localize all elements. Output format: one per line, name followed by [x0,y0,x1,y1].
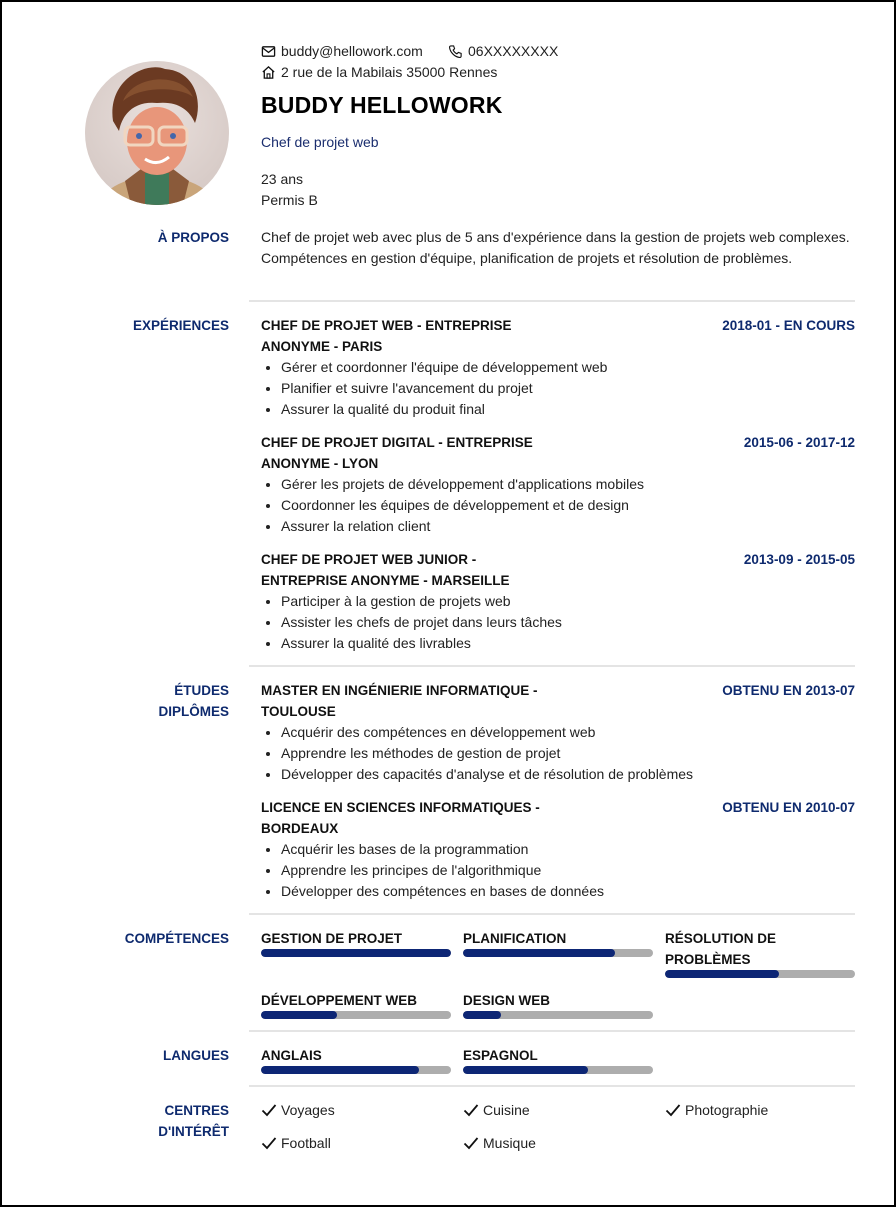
interest-label: Football [281,1135,331,1151]
skill-item [463,928,653,957]
language-item [463,1045,653,1074]
experience-title: CHEF DE PROJET WEB - ENTREPRISE ANONYME - PARIS [261,318,512,354]
checkmark-icon [463,1103,479,1117]
label-line: ÉTUDES [174,683,229,698]
skill-bar [665,970,855,978]
skill-item [261,928,451,957]
skill-item [261,990,451,1019]
bullet-item: • Apprendre les méthodes de gestion de projet [281,743,693,764]
candidate-name: BUDDY HELLOWORK [261,92,503,118]
section-label-languages: LANGUES [162,1048,229,1063]
divider [249,300,855,302]
language-bar [463,1066,653,1074]
bullet-item: • Coordonner les équipes de développement et de design [281,495,644,516]
home-icon [261,65,276,80]
language-bar [261,1066,451,1074]
skill-bar [463,1011,653,1019]
interest-item [665,1102,768,1118]
email-text: buddy@hellowork.com [281,43,423,59]
skill-name: RÉSOLUTION DE PROBLÈMES [665,931,777,967]
interest-label: Musique [483,1135,536,1151]
label-line: DIPLÔMES [158,704,229,719]
education-date: OBTENU EN 2013-07 [722,683,855,698]
experience-bullets [261,474,644,537]
bullet-item: • Acquérir les bases de la programmation [281,839,604,860]
language-bar-fill [261,1066,419,1074]
skill-bar-fill [261,1011,337,1019]
section-label-education [158,680,229,722]
interest-label: Voyages [281,1102,335,1118]
interest-label: Photographie [685,1102,769,1118]
divider [249,1085,855,1087]
education-bullets [261,839,604,902]
divider [249,1030,855,1032]
section-label-skills: COMPÉTENCES [124,931,229,946]
skill-bar-fill [665,970,779,978]
experience-date: 2015-06 - 2017-12 [743,435,855,450]
skill-name: PLANIFICATION [463,931,567,946]
bullet-item: • Assurer la qualité du produit final [281,399,607,420]
skill-name: DÉVELOPPEMENT WEB [261,993,418,1008]
avatar [85,61,229,205]
skill-item [665,928,855,978]
skill-bar-fill [463,949,615,957]
skill-bar [261,1011,451,1019]
bullet-item: • Assurer la qualité des livrables [281,633,562,654]
language-bar-fill [463,1066,588,1074]
skill-bar-fill [463,1011,501,1019]
interest-label: Cuisine [483,1102,530,1118]
label-line: CENTRES [164,1103,229,1118]
driving-license: Permis B [261,192,318,208]
checkmark-icon [261,1136,277,1150]
bullet-item: • Apprendre les principes de l'algorithmique [281,860,604,881]
phone-icon [448,44,463,59]
experience-date: 2018-01 - EN COURS [722,318,855,333]
bullet-item: • Assurer la relation client [281,516,644,537]
education-date: OBTENU EN 2010-07 [722,800,855,815]
phone-text: 06XXXXXXXX [468,43,559,59]
label-line: D'INTÉRÊT [158,1124,229,1139]
experience-bullets [261,357,607,420]
envelope-icon [261,44,276,59]
experience-title: CHEF DE PROJET WEB JUNIOR - ENTREPRISE ANONYME - MARSEILLE [261,552,510,588]
interest-item [261,1102,335,1118]
section-label-about: À PROPOS [157,230,229,245]
skill-item [463,990,653,1019]
education-title: MASTER EN INGÉNIERIE INFORMATIQUE - TOULOUSE [261,683,538,719]
checkmark-icon [665,1103,681,1117]
interest-item [463,1135,536,1151]
email-contact [261,43,423,59]
phone-contact [448,43,558,59]
divider [249,665,855,667]
about-text: Chef de projet web avec plus de 5 ans d'expérience dans la gestion de projets web complexes. Compétences en gestion d'équipe, planification de projets et résolution de problèmes. [261,229,850,266]
skill-bar [463,949,653,957]
language-item [261,1045,451,1074]
bullet-item: • Gérer les projets de développement d'applications mobiles [281,474,644,495]
experience-date: 2013-09 - 2015-05 [743,552,855,567]
bullet-item: • Participer à la gestion de projets web [281,591,562,612]
bullet-item: • Acquérir des compétences en développement web [281,722,693,743]
age: 23 ans [261,171,304,187]
checkmark-icon [463,1136,479,1150]
language-name: ESPAGNOL [463,1048,538,1063]
language-name: ANGLAIS [261,1048,322,1063]
education-title: LICENCE EN SCIENCES INFORMATIQUES - BORDEAUX [261,800,540,836]
bullet-item: • Développer des capacités d'analyse et de résolution de problèmes [281,764,693,785]
job-title: Chef de projet web [261,134,379,150]
bullet-item: • Planifier et suivre l'avancement du projet [281,378,607,399]
section-label-interests [158,1100,229,1142]
skill-name: DESIGN WEB [463,993,551,1008]
address-contact [261,64,497,80]
bullet-item: • Développer des compétences en bases de données [281,881,604,902]
avatar-illustration [85,61,229,205]
education-bullets [261,722,693,785]
experience-title: CHEF DE PROJET DIGITAL - ENTREPRISE ANONYME - LYON [261,435,533,471]
skill-bar-fill [261,949,451,957]
divider [249,913,855,915]
experience-bullets [261,591,562,654]
section-label-experience: EXPÉRIENCES [132,318,229,333]
checkmark-icon [261,1103,277,1117]
skill-name: GESTION DE PROJET [261,931,403,946]
bullet-item: • Gérer et coordonner l'équipe de développement web [281,357,607,378]
bullet-item: • Assister les chefs de projet dans leurs tâches [281,612,562,633]
interest-item [261,1135,331,1151]
interest-item [463,1102,530,1118]
skill-bar [261,949,451,957]
address-text: 2 rue de la Mabilais 35000 Rennes [281,64,498,80]
